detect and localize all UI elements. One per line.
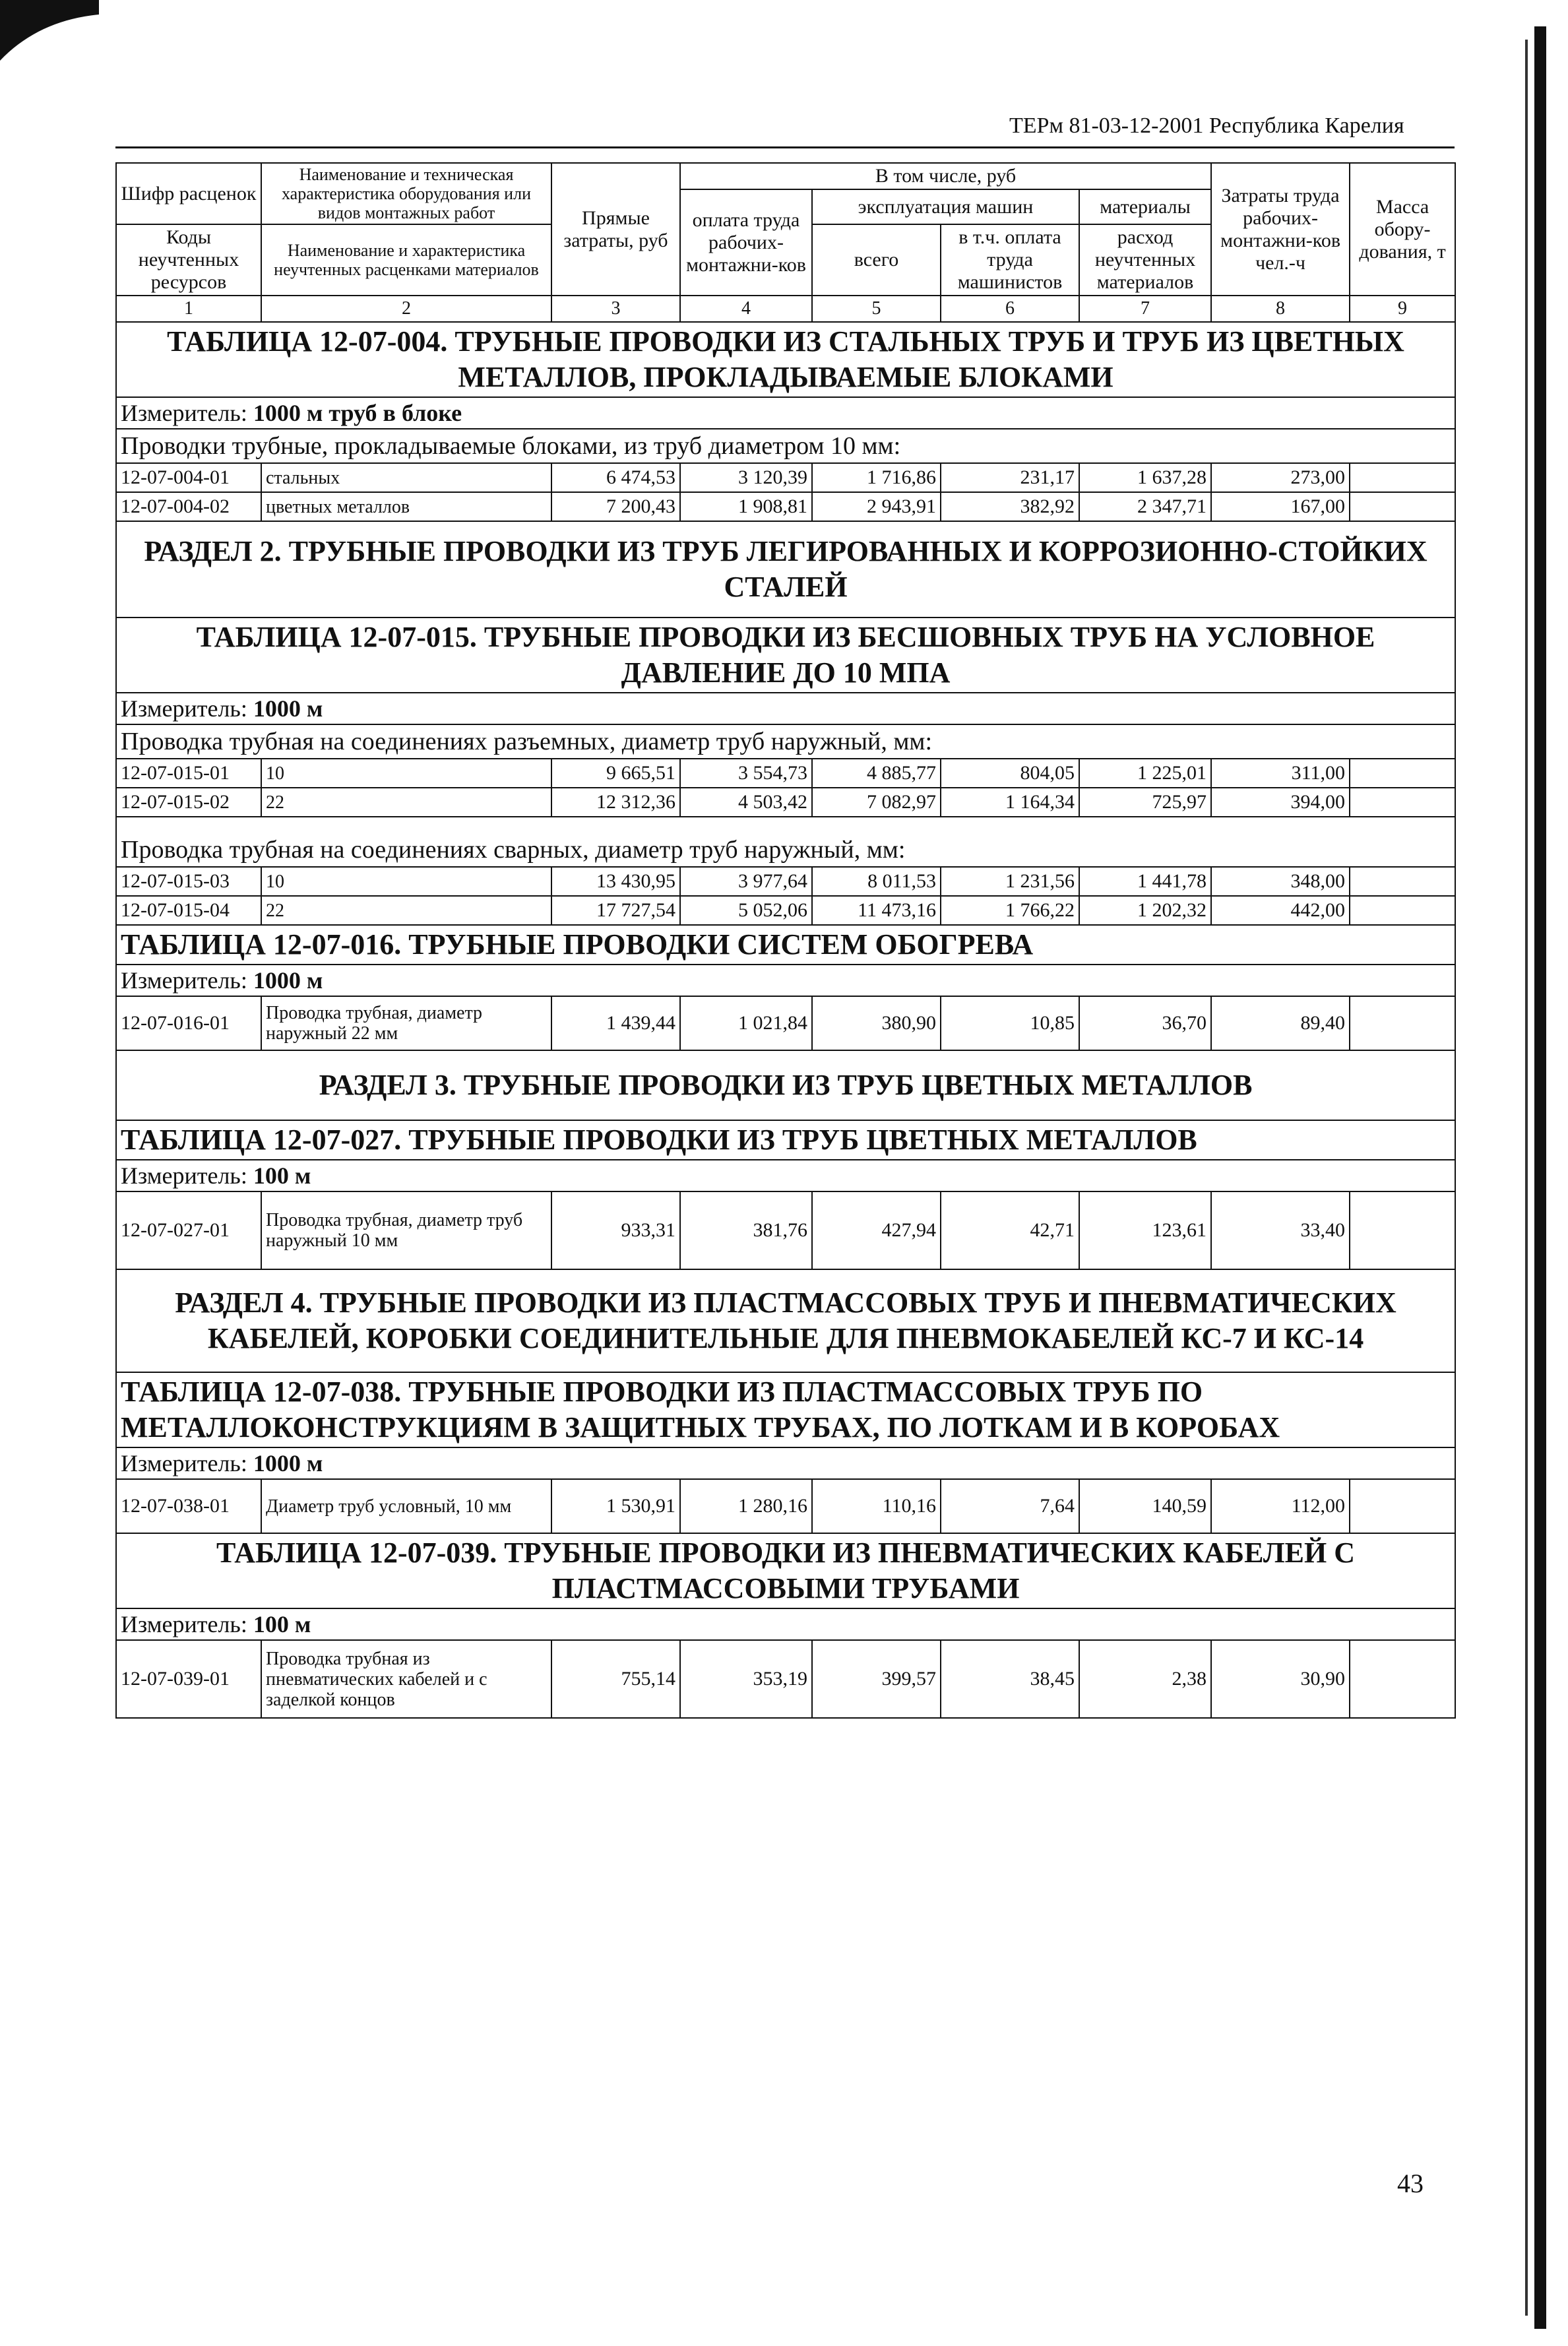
labor-cost: 1 280,16 — [680, 1479, 812, 1533]
meter: Измеритель: 1000 м — [116, 1447, 1455, 1479]
labor-cost: 3 977,64 — [680, 867, 812, 896]
col-num: 5 — [812, 296, 941, 322]
direct-cost: 7 200,43 — [551, 492, 680, 521]
section-title: РАЗДЕЛ 2. ТРУБНЫЕ ПРОВОДКИ ИЗ ТРУБ ЛЕГИРОВАННЫХ И КОРРОЗИОННО-СТОЙКИХ СТАЛЕЙ — [116, 521, 1455, 618]
rate-code: 12-07-004-02 — [116, 492, 261, 521]
labor-cost: 5 052,06 — [680, 896, 812, 925]
equipment-mass — [1350, 463, 1455, 492]
materials-cost: 123,61 — [1079, 1191, 1211, 1269]
table-row — [116, 788, 1455, 817]
column-numbers-row — [116, 296, 1455, 322]
equipment-mass — [1350, 492, 1455, 521]
rate-name: 10 — [261, 759, 551, 788]
labor-cost: 1 021,84 — [680, 996, 812, 1050]
meter: Измеритель: 1000 м — [116, 965, 1455, 996]
table-title-row — [116, 1372, 1455, 1447]
section-row — [116, 1050, 1455, 1120]
table-row — [116, 1191, 1455, 1269]
table-title-row — [116, 322, 1455, 397]
hdr-labor: оплата труда рабочих-монтажни-ков — [680, 189, 812, 296]
section-row — [116, 521, 1455, 618]
materials-cost: 1 441,78 — [1079, 867, 1211, 896]
table-row — [116, 463, 1455, 492]
labor-hours: 311,00 — [1211, 759, 1350, 788]
materials-cost: 725,97 — [1079, 788, 1211, 817]
subheading-row — [116, 817, 1455, 867]
meter-row — [116, 1447, 1455, 1479]
table-title-row — [116, 618, 1455, 693]
hdr-hours: Затраты труда рабочих-монтажни-ков чел.-ч — [1211, 163, 1350, 296]
rate-name: Диаметр труб условный, 10 мм — [261, 1479, 551, 1533]
hdr-name: Наименование и техническая характеристика оборудования или видов монтажных работ — [261, 163, 551, 224]
machinist-labor: 1 766,22 — [941, 896, 1079, 925]
materials-cost: 36,70 — [1079, 996, 1211, 1050]
col-num: 1 — [116, 296, 261, 322]
col-num: 7 — [1079, 296, 1211, 322]
col-num: 9 — [1350, 296, 1455, 322]
machine-cost: 399,57 — [812, 1640, 941, 1718]
machine-cost: 8 011,53 — [812, 867, 941, 896]
table-title: ТАБЛИЦА 12-07-004. ТРУБНЫЕ ПРОВОДКИ ИЗ СТАЛЬНЫХ ТРУБ И ТРУБ ИЗ ЦВЕТНЫХ МЕТАЛЛОВ, ПРОКЛАДЫВАЕМЫЕ БЛОКАМИ — [116, 322, 1455, 397]
rate-name: Проводка трубная, диаметр наружный 22 мм — [261, 996, 551, 1050]
hdr-group: В том числе, руб — [680, 163, 1211, 189]
equipment-mass — [1350, 1479, 1455, 1533]
equipment-mass — [1350, 788, 1455, 817]
labor-cost: 381,76 — [680, 1191, 812, 1269]
labor-cost: 3 554,73 — [680, 759, 812, 788]
materials-cost: 2,38 — [1079, 1640, 1211, 1718]
machine-cost: 427,94 — [812, 1191, 941, 1269]
labor-hours: 394,00 — [1211, 788, 1350, 817]
machine-cost: 2 943,91 — [812, 492, 941, 521]
meter-row — [116, 1160, 1455, 1191]
labor-hours: 442,00 — [1211, 896, 1350, 925]
scan-edge-line — [1525, 40, 1528, 2316]
subheading: Проводка трубная на соединениях разъемных, диаметр труб наружный, мм: — [116, 724, 1455, 759]
materials-cost: 1 637,28 — [1079, 463, 1211, 492]
section-title: РАЗДЕЛ 3. ТРУБНЫЕ ПРОВОДКИ ИЗ ТРУБ ЦВЕТНЫХ МЕТАЛЛОВ — [116, 1050, 1455, 1120]
machinist-labor: 38,45 — [941, 1640, 1079, 1718]
direct-cost: 12 312,36 — [551, 788, 680, 817]
hdr-resources-code: Коды неучтенных ресурсов — [116, 224, 261, 296]
machine-cost: 110,16 — [812, 1479, 941, 1533]
table-row — [116, 492, 1455, 521]
equipment-mass — [1350, 867, 1455, 896]
header-row-1 — [116, 163, 1455, 189]
hdr-machines: эксплуатация машин — [812, 189, 1079, 224]
table-row — [116, 1640, 1455, 1718]
subheading: Проводки трубные, прокладываемые блоками, из труб диаметром 10 мм: — [116, 429, 1455, 463]
materials-cost: 140,59 — [1079, 1479, 1211, 1533]
rates-table — [115, 162, 1456, 1719]
meter-row — [116, 965, 1455, 996]
running-header: ТЕРм 81-03-12-2001 Республика Карелия — [1009, 113, 1404, 138]
rate-code: 12-07-016-01 — [116, 996, 261, 1050]
rate-name: Проводка трубная, диаметр труб наружный 10 мм — [261, 1191, 551, 1269]
rate-name: Проводка трубная из пневматических кабелей и с заделкой концов — [261, 1640, 551, 1718]
hdr-code: Шифр расценок — [116, 163, 261, 224]
direct-cost: 13 430,95 — [551, 867, 680, 896]
rate-code: 12-07-039-01 — [116, 1640, 261, 1718]
direct-cost: 755,14 — [551, 1640, 680, 1718]
equipment-mass — [1350, 1191, 1455, 1269]
hdr-mach-labor: в т.ч. оплата труда машинистов — [941, 224, 1079, 296]
rate-code: 12-07-015-04 — [116, 896, 261, 925]
machinist-labor: 10,85 — [941, 996, 1079, 1050]
machine-cost: 11 473,16 — [812, 896, 941, 925]
materials-cost: 1 225,01 — [1079, 759, 1211, 788]
table-row — [116, 896, 1455, 925]
meter-row — [116, 693, 1455, 724]
hdr-materials: материалы — [1079, 189, 1211, 224]
direct-cost: 6 474,53 — [551, 463, 680, 492]
machine-cost: 1 716,86 — [812, 463, 941, 492]
machinist-labor: 7,64 — [941, 1479, 1079, 1533]
labor-cost: 3 120,39 — [680, 463, 812, 492]
machinist-labor: 382,92 — [941, 492, 1079, 521]
rate-name: 22 — [261, 788, 551, 817]
labor-cost: 353,19 — [680, 1640, 812, 1718]
meter-row — [116, 397, 1455, 429]
labor-hours: 273,00 — [1211, 463, 1350, 492]
machinist-labor: 42,71 — [941, 1191, 1079, 1269]
machine-cost: 4 885,77 — [812, 759, 941, 788]
table-title: ТАБЛИЦА 12-07-027. ТРУБНЫЕ ПРОВОДКИ ИЗ ТРУБ ЦВЕТНЫХ МЕТАЛЛОВ — [116, 1120, 1455, 1160]
table-row — [116, 867, 1455, 896]
hdr-mass: Масса обору-дования, т — [1350, 163, 1455, 296]
machine-cost: 380,90 — [812, 996, 941, 1050]
table-title: ТАБЛИЦА 12-07-016. ТРУБНЫЕ ПРОВОДКИ СИСТЕМ ОБОГРЕВА — [116, 925, 1455, 965]
rate-code: 12-07-015-01 — [116, 759, 261, 788]
labor-hours: 112,00 — [1211, 1479, 1350, 1533]
section-row — [116, 1269, 1455, 1372]
subheading-row — [116, 429, 1455, 463]
direct-cost: 9 665,51 — [551, 759, 680, 788]
rate-code: 12-07-015-03 — [116, 867, 261, 896]
rate-name: 10 — [261, 867, 551, 896]
meter: Измеритель: 1000 м труб в блоке — [116, 397, 1455, 429]
machine-cost: 7 082,97 — [812, 788, 941, 817]
rate-name: стальных — [261, 463, 551, 492]
labor-hours: 167,00 — [1211, 492, 1350, 521]
table-title-row — [116, 1120, 1455, 1160]
equipment-mass — [1350, 896, 1455, 925]
labor-cost: 1 908,81 — [680, 492, 812, 521]
rate-code: 12-07-038-01 — [116, 1479, 261, 1533]
page-number: 43 — [1397, 2169, 1424, 2198]
meter: Измеритель: 100 м — [116, 1608, 1455, 1640]
subheading: Проводка трубная на соединениях сварных, диаметр труб наружный, мм: — [116, 817, 1455, 867]
labor-hours: 89,40 — [1211, 996, 1350, 1050]
table-row — [116, 1479, 1455, 1533]
col-num: 2 — [261, 296, 551, 322]
materials-cost: 2 347,71 — [1079, 492, 1211, 521]
direct-cost: 933,31 — [551, 1191, 680, 1269]
machinist-labor: 231,17 — [941, 463, 1079, 492]
header-rule — [115, 146, 1455, 148]
labor-cost: 4 503,42 — [680, 788, 812, 817]
scan-edge-bar — [1534, 26, 1546, 2329]
table-title: ТАБЛИЦА 12-07-038. ТРУБНЫЕ ПРОВОДКИ ИЗ ПЛАСТМАССОВЫХ ТРУБ ПО МЕТАЛЛОКОНСТРУКЦИЯМ В ЗАЩИТНЫХ ТРУБАХ, ПО ЛОТКАМ И В КОРОБАХ — [116, 1372, 1455, 1447]
col-num: 4 — [680, 296, 812, 322]
hdr-direct: Прямые затраты, руб — [551, 163, 680, 296]
rate-code: 12-07-027-01 — [116, 1191, 261, 1269]
labor-hours: 30,90 — [1211, 1640, 1350, 1718]
direct-cost: 1 530,91 — [551, 1479, 680, 1533]
table-row — [116, 996, 1455, 1050]
meter: Измеритель: 100 м — [116, 1160, 1455, 1191]
equipment-mass — [1350, 759, 1455, 788]
machinist-labor: 1 231,56 — [941, 867, 1079, 896]
subheading-row — [116, 724, 1455, 759]
rate-code: 12-07-015-02 — [116, 788, 261, 817]
equipment-mass — [1350, 996, 1455, 1050]
col-num: 6 — [941, 296, 1079, 322]
direct-cost: 17 727,54 — [551, 896, 680, 925]
col-num: 3 — [551, 296, 680, 322]
meter-row — [116, 1608, 1455, 1640]
labor-hours: 33,40 — [1211, 1191, 1350, 1269]
table-title-row — [116, 925, 1455, 965]
rate-name: 22 — [261, 896, 551, 925]
machinist-labor: 804,05 — [941, 759, 1079, 788]
labor-hours: 348,00 — [1211, 867, 1350, 896]
materials-cost: 1 202,32 — [1079, 896, 1211, 925]
equipment-mass — [1350, 1640, 1455, 1718]
section-title: РАЗДЕЛ 4. ТРУБНЫЕ ПРОВОДКИ ИЗ ПЛАСТМАССОВЫХ ТРУБ И ПНЕВМАТИЧЕСКИХ КАБЕЛЕЙ, КОРОБКИ СОЕДИНИТЕЛЬНЫЕ ДЛЯ ПНЕВМОКАБЕЛЕЙ КС-7 И КС-14 — [116, 1269, 1455, 1372]
hdr-mach-total: всего — [812, 224, 941, 296]
col-num: 8 — [1211, 296, 1350, 322]
direct-cost: 1 439,44 — [551, 996, 680, 1050]
meter: Измеритель: 1000 м — [116, 693, 1455, 724]
table-title-row — [116, 1533, 1455, 1608]
hdr-material-use: расход неучтенных материалов — [1079, 224, 1211, 296]
scan-corner-mark — [0, 0, 99, 63]
rate-name: цветных металлов — [261, 492, 551, 521]
hdr-resources-name: Наименование и характеристика неучтенных расценками материалов — [261, 224, 551, 296]
rate-code: 12-07-004-01 — [116, 463, 261, 492]
table-title: ТАБЛИЦА 12-07-015. ТРУБНЫЕ ПРОВОДКИ ИЗ БЕСШОВНЫХ ТРУБ НА УСЛОВНОЕ ДАВЛЕНИЕ ДО 10 МПА — [116, 618, 1455, 693]
machinist-labor: 1 164,34 — [941, 788, 1079, 817]
table-row — [116, 759, 1455, 788]
table-title: ТАБЛИЦА 12-07-039. ТРУБНЫЕ ПРОВОДКИ ИЗ ПНЕВМАТИЧЕСКИХ КАБЕЛЕЙ С ПЛАСТМАССОВЫМИ ТРУБАМИ — [116, 1533, 1455, 1608]
